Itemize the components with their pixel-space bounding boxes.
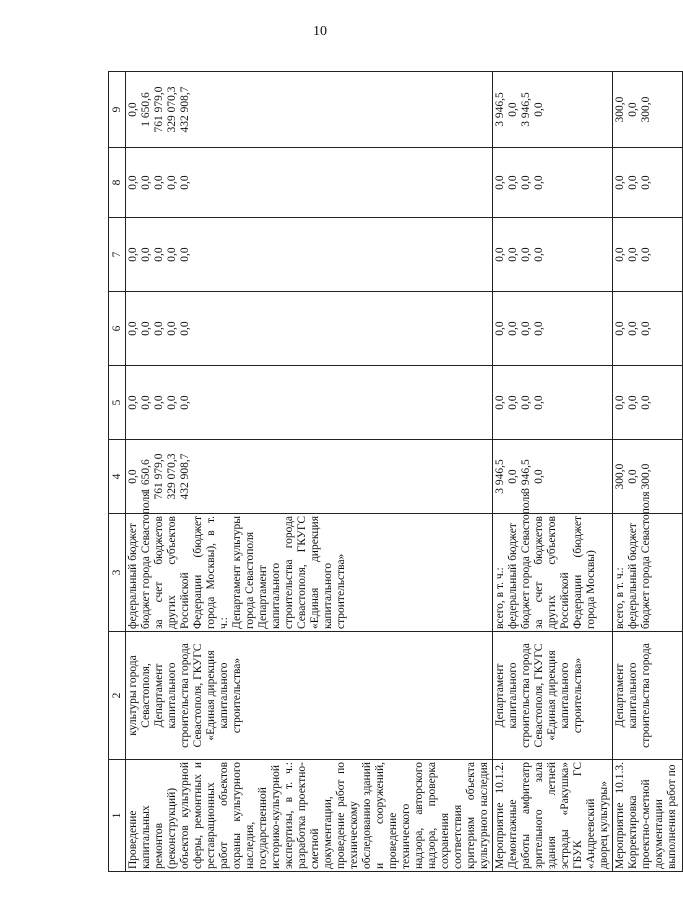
- cell-line: всего, в т. ч.:: [494, 567, 506, 629]
- cell-line: 0,0: [179, 321, 191, 336]
- cell-col-3: [613, 491, 683, 632]
- cell-col-8: [493, 148, 613, 218]
- cell-line: федеральный бюджет: [127, 523, 139, 629]
- cell-col-7: [493, 218, 613, 292]
- cell-line: 0,0: [627, 102, 639, 117]
- cell-line: 300,0: [614, 463, 626, 490]
- cell-col-5: [493, 366, 613, 440]
- cell-col-6: [613, 292, 683, 366]
- cell-line: 0,0: [614, 395, 626, 410]
- cell-line: 0,0: [507, 102, 519, 117]
- cell-line: 0,0: [507, 175, 519, 190]
- budget-table: [108, 71, 683, 872]
- cell-line: 761 979,0: [153, 453, 165, 500]
- cell-col-2: Департамент капитального строительства города Севастополя, ГКУГС «Единая дирекция капитального строительства»: [493, 632, 613, 760]
- cell-col-7: [613, 218, 683, 292]
- cell-line: за счет бюджетов других субъектов Российской Федерации (бюджет города Москвы): [533, 516, 597, 629]
- cell-line: 0,0: [166, 395, 178, 410]
- cell-col-1: Мероприятие 10.1.3. Корректировка проектно-сметной документации выполнения работ по: [613, 760, 683, 872]
- cell-col-5: [126, 366, 493, 440]
- cell-col-9: [613, 72, 683, 148]
- cell-line: 329 070,3: [166, 453, 178, 500]
- cell-line: 0,0: [627, 321, 639, 336]
- cell-col-6: [493, 292, 613, 366]
- cell-line: 0,0: [507, 247, 519, 262]
- cell-line: 0,0: [640, 321, 652, 336]
- cell-line: 300,0: [640, 96, 652, 123]
- cell-line: 3 946,5: [520, 459, 532, 494]
- cell-col-5: [613, 366, 683, 440]
- cell-line: Департамент культуры города Севастополя: [231, 516, 256, 629]
- cell-line: 0,0: [166, 321, 178, 336]
- cell-line: 0,0: [520, 247, 532, 262]
- cell-line: 0,0: [533, 247, 545, 262]
- column-header-9: 9: [109, 72, 126, 148]
- cell-col-1: Мероприятие 10.1.2. Демонтажные работы амфитеатр зрительного зала здания летней эстрады «Ракушка» ГБУК ГС «Андреевский дворец культуры»: [493, 760, 613, 872]
- cell-line: 0,0: [153, 175, 165, 190]
- cell-line: 1 650,6: [140, 92, 152, 127]
- cell-line: 0,0: [533, 395, 545, 410]
- cell-line: Департамент капитального строительства города Севастополя, ГКУГС «Единая дирекция капитального строительства»: [257, 516, 347, 629]
- cell-line: 0,0: [520, 395, 532, 410]
- column-header-1: 1: [109, 760, 126, 872]
- cell-line: бюджет города Севастополя: [640, 491, 652, 629]
- column-header-6: 6: [109, 292, 126, 366]
- cell-line: 300,0: [614, 96, 626, 123]
- cell-line: 300,0: [640, 463, 652, 490]
- cell-line: 761 979,0: [153, 86, 165, 133]
- cell-line: 0,0: [127, 321, 139, 336]
- cell-col-8: [613, 148, 683, 218]
- column-header-2: 2: [109, 632, 126, 760]
- cell-line: 0,0: [127, 247, 139, 262]
- cell-col-3: [493, 491, 613, 632]
- cell-line: 0,0: [627, 395, 639, 410]
- cell-line: 1 650,6: [140, 459, 152, 494]
- cell-line: 0,0: [533, 102, 545, 117]
- cell-col-2: Департамент капитального строительства города: [613, 632, 683, 760]
- cell-col-9: [126, 72, 493, 148]
- column-header-7: 7: [109, 218, 126, 292]
- cell-line: 0,0: [127, 395, 139, 410]
- cell-line: 0,0: [627, 469, 639, 484]
- cell-col-2: культуры города Севастополя, Департамент капитального строительства города Севастополя, ГКУГС «Единая дирекция капитального строительства»: [126, 632, 493, 760]
- cell-col-8: [126, 148, 493, 218]
- cell-line: 3 946,5: [520, 92, 532, 127]
- column-header-5: 5: [109, 366, 126, 440]
- cell-line: 0,0: [640, 175, 652, 190]
- cell-line: 0,0: [127, 175, 139, 190]
- column-header-4: 4: [109, 440, 126, 514]
- cell-line: федеральный бюджет: [507, 523, 519, 629]
- cell-col-6: [126, 292, 493, 366]
- cell-line: 0,0: [494, 247, 506, 262]
- cell-line: 0,0: [179, 175, 191, 190]
- cell-line: всего, в т. ч.:: [614, 567, 626, 629]
- cell-line: 0,0: [507, 321, 519, 336]
- cell-line: 0,0: [533, 469, 545, 484]
- cell-line: 0,0: [166, 175, 178, 190]
- table-body: [126, 72, 683, 872]
- cell-line: 0,0: [520, 175, 532, 190]
- cell-line: за счет бюджетов других субъектов Российской Федерации (бюджет города Москвы), в т. ч.:: [153, 516, 230, 629]
- cell-line: 0,0: [153, 247, 165, 262]
- cell-line: 0,0: [179, 247, 191, 262]
- cell-line: 0,0: [494, 321, 506, 336]
- cell-line: федеральный бюджет: [627, 523, 639, 629]
- cell-line: 3 946,5: [494, 92, 506, 127]
- table-header: [109, 72, 126, 872]
- cell-line: 0,0: [140, 395, 152, 410]
- cell-line: 0,0: [494, 175, 506, 190]
- cell-line: 0,0: [640, 395, 652, 410]
- cell-col-1: Проведение капитальных ремонтов (реконструкций) объектов культурной сферы, ремонтных и реставрационных работ объектов охраны культурного наследия, государственной историко-культурной экспертизы, в т. ч.: разработка проектно-сметной документации, проведение работ по техническому обследованию зданий и сооружений, проведение технического надзора, авторского надзора, проверка сохранения соответствия критериям объекта культурного наследия: [126, 760, 493, 872]
- cell-line: 0,0: [507, 469, 519, 484]
- cell-line: 0,0: [627, 175, 639, 190]
- cell-line: 329 070,3: [166, 86, 178, 133]
- cell-line: 0,0: [127, 469, 139, 484]
- cell-line: бюджет города Севастополя: [140, 491, 152, 629]
- cell-line: 0,0: [179, 395, 191, 410]
- cell-line: 0,0: [614, 321, 626, 336]
- cell-line: 0,0: [520, 321, 532, 336]
- cell-line: 0,0: [614, 247, 626, 262]
- cell-col-4: [126, 440, 493, 514]
- cell-line: 0,0: [140, 321, 152, 336]
- cell-line: 3 946,5: [494, 459, 506, 494]
- cell-line: 0,0: [640, 247, 652, 262]
- cell-line: 0,0: [127, 102, 139, 117]
- table-row: [493, 72, 613, 872]
- cell-col-9: [493, 72, 613, 148]
- cell-col-7: [126, 218, 493, 292]
- cell-line: 0,0: [627, 247, 639, 262]
- cell-col-3: [126, 491, 493, 632]
- cell-line: 432 908,7: [179, 453, 191, 500]
- cell-line: 0,0: [533, 175, 545, 190]
- cell-line: 0,0: [533, 321, 545, 336]
- column-header-8: 8: [109, 148, 126, 218]
- page-number: 10: [313, 24, 327, 39]
- table-row: [613, 72, 683, 872]
- cell-line: 0,0: [140, 175, 152, 190]
- cell-line: 0,0: [153, 395, 165, 410]
- cell-line: 0,0: [614, 175, 626, 190]
- table-row: [126, 72, 493, 872]
- column-header-3: 3: [109, 514, 126, 632]
- cell-line: 432 908,7: [179, 86, 191, 133]
- cell-line: 0,0: [153, 321, 165, 336]
- cell-line: 0,0: [507, 395, 519, 410]
- cell-line: 0,0: [140, 247, 152, 262]
- cell-line: бюджет города Севастополя: [520, 491, 532, 629]
- cell-line: 0,0: [494, 395, 506, 410]
- rotated-table-wrapper: [108, 72, 678, 872]
- cell-line: 0,0: [166, 247, 178, 262]
- cell-col-4: [493, 440, 613, 514]
